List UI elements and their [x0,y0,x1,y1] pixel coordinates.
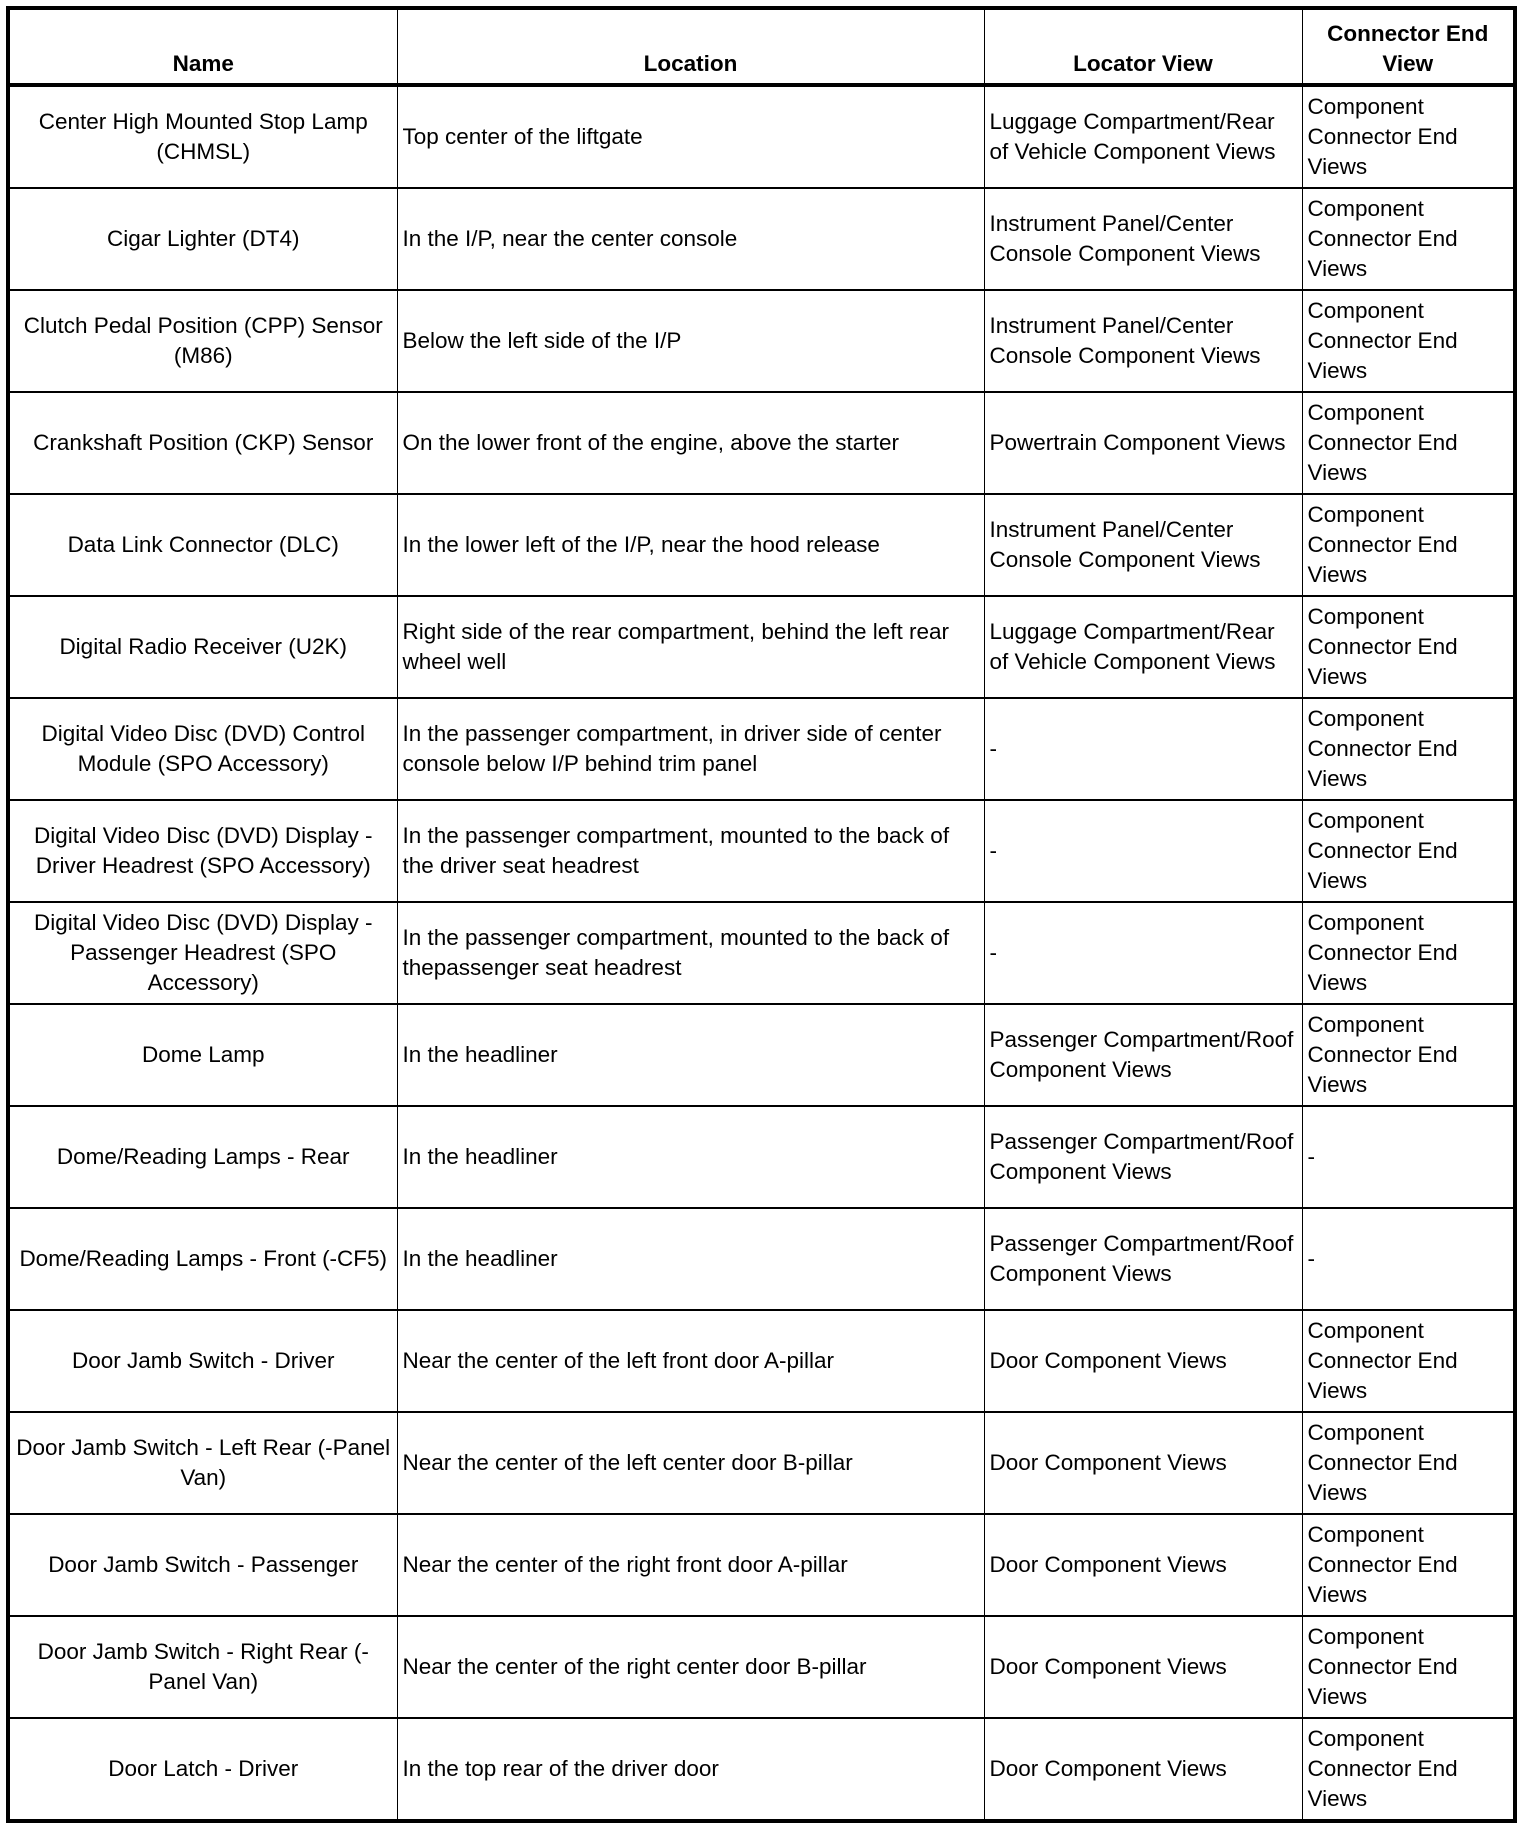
table-row [8,1718,1515,1821]
locator-view-cell: Door Component Views [984,1412,1302,1514]
table-row [8,1412,1515,1514]
locator-view-cell: - [984,800,1302,902]
table-row [8,1208,1515,1310]
locator-view-cell: - [984,902,1302,1004]
name-cell: Dome/Reading Lamps - Front (-CF5) [8,1208,397,1310]
connector-end-view-cell: Component Connector End Views [1302,188,1515,290]
location-cell: Below the left side of the I/P [397,290,984,392]
component-locator-table [6,6,1517,1823]
location-cell: In the passenger compartment, in driver side of center console below I/P behind trim panel [397,698,984,800]
connector-end-view-cell: Component Connector End Views [1302,1718,1515,1821]
connector-end-view-cell: Component Connector End Views [1302,494,1515,596]
location-cell: In the headliner [397,1208,984,1310]
name-cell: Digital Video Disc (DVD) Control Module (SPO Accessory) [8,698,397,800]
location-cell: On the lower front of the engine, above the starter [397,392,984,494]
connector-end-view-cell: Component Connector End Views [1302,392,1515,494]
header-locator-view: Locator View [984,8,1302,85]
name-cell: Clutch Pedal Position (CPP) Sensor (M86) [8,290,397,392]
name-cell: Dome Lamp [8,1004,397,1106]
name-cell: Door Jamb Switch - Right Rear (-Panel Van) [8,1616,397,1718]
header-connector-end-view: Connector End View [1302,8,1515,85]
location-cell: Near the center of the left center door B-pillar [397,1412,984,1514]
table-row [8,1514,1515,1616]
connector-end-view-cell: - [1302,1208,1515,1310]
table-row [8,698,1515,800]
connector-end-view-cell: Component Connector End Views [1302,1616,1515,1718]
location-cell: In the headliner [397,1004,984,1106]
connector-end-view-cell: Component Connector End Views [1302,1514,1515,1616]
header-row [8,8,1515,85]
connector-end-view-cell: Component Connector End Views [1302,290,1515,392]
connector-end-view-cell: Component Connector End Views [1302,698,1515,800]
locator-view-cell: Door Component Views [984,1718,1302,1821]
locator-view-cell: - [984,698,1302,800]
location-cell: In the top rear of the driver door [397,1718,984,1821]
connector-end-view-cell: Component Connector End Views [1302,1004,1515,1106]
name-cell: Door Jamb Switch - Left Rear (-Panel Van) [8,1412,397,1514]
locator-view-cell: Passenger Compartment/Roof Component Views [984,1208,1302,1310]
name-cell: Digital Radio Receiver (U2K) [8,596,397,698]
name-cell: Crankshaft Position (CKP) Sensor [8,392,397,494]
location-cell: Right side of the rear compartment, behind the left rear wheel well [397,596,984,698]
locator-view-cell: Luggage Compartment/Rear of Vehicle Component Views [984,85,1302,188]
location-cell: Near the center of the right center door B-pillar [397,1616,984,1718]
location-cell: In the I/P, near the center console [397,188,984,290]
locator-view-cell: Instrument Panel/Center Console Component Views [984,290,1302,392]
connector-end-view-cell: Component Connector End Views [1302,902,1515,1004]
connector-end-view-cell: Component Connector End Views [1302,596,1515,698]
locator-view-cell: Door Component Views [984,1310,1302,1412]
header-name: Name [8,8,397,85]
table-row [8,1004,1515,1106]
table-row [8,902,1515,1004]
name-cell: Door Jamb Switch - Driver [8,1310,397,1412]
table-row [8,188,1515,290]
header-location: Location [397,8,984,85]
location-cell: Near the center of the left front door A-pillar [397,1310,984,1412]
table-row [8,85,1515,188]
name-cell: Digital Video Disc (DVD) Display - Passenger Headrest (SPO Accessory) [8,902,397,1004]
locator-view-cell: Powertrain Component Views [984,392,1302,494]
connector-end-view-cell: - [1302,1106,1515,1208]
connector-end-view-cell: Component Connector End Views [1302,1412,1515,1514]
location-cell: In the headliner [397,1106,984,1208]
name-cell: Cigar Lighter (DT4) [8,188,397,290]
locator-view-cell: Instrument Panel/Center Console Component Views [984,188,1302,290]
locator-view-cell: Passenger Compartment/Roof Component Views [984,1106,1302,1208]
name-cell: Center High Mounted Stop Lamp (CHMSL) [8,85,397,188]
location-cell: In the passenger compartment, mounted to the back of thepassenger seat headrest [397,902,984,1004]
name-cell: Dome/Reading Lamps - Rear [8,1106,397,1208]
name-cell: Data Link Connector (DLC) [8,494,397,596]
name-cell: Door Jamb Switch - Passenger [8,1514,397,1616]
location-cell: Near the center of the right front door A-pillar [397,1514,984,1616]
location-cell: In the lower left of the I/P, near the hood release [397,494,984,596]
table-row [8,290,1515,392]
connector-end-view-cell: Component Connector End Views [1302,85,1515,188]
name-cell: Digital Video Disc (DVD) Display - Driver Headrest (SPO Accessory) [8,800,397,902]
table-row [8,1106,1515,1208]
table-row [8,800,1515,902]
table-row [8,596,1515,698]
locator-view-cell: Luggage Compartment/Rear of Vehicle Component Views [984,596,1302,698]
table-row [8,1310,1515,1412]
connector-end-view-cell: Component Connector End Views [1302,1310,1515,1412]
locator-view-cell: Passenger Compartment/Roof Component Views [984,1004,1302,1106]
table-row [8,1616,1515,1718]
connector-end-view-cell: Component Connector End Views [1302,800,1515,902]
locator-view-cell: Door Component Views [984,1514,1302,1616]
locator-view-cell: Door Component Views [984,1616,1302,1718]
location-cell: Top center of the liftgate [397,85,984,188]
name-cell: Door Latch - Driver [8,1718,397,1821]
table-row [8,392,1515,494]
locator-view-cell: Instrument Panel/Center Console Component Views [984,494,1302,596]
table-row [8,494,1515,596]
location-cell: In the passenger compartment, mounted to the back of the driver seat headrest [397,800,984,902]
